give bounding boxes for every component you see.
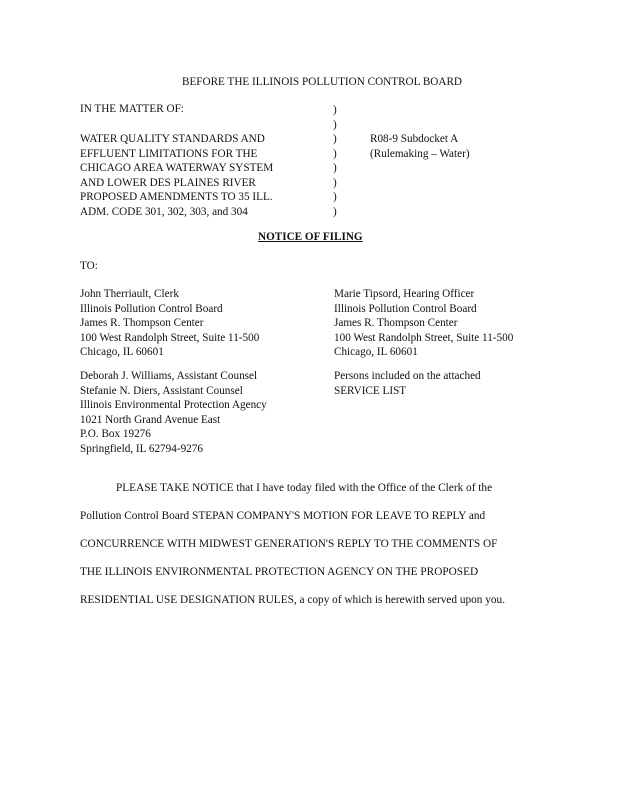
address-line: Springfield, IL 62794-9276	[80, 442, 203, 455]
address-line: SERVICE LIST	[334, 384, 407, 397]
body-line: PLEASE TAKE NOTICE that I have today filed with the Office of the Clerk of the	[116, 482, 493, 494]
paren-mark: )	[333, 191, 337, 203]
address-line: Chicago, IL 60601	[334, 346, 418, 358]
address-line: P.O. Box 19276	[80, 428, 151, 440]
rulemaking-label: (Rulemaking – Water)	[370, 147, 470, 160]
body-line: THE ILLINOIS ENVIRONMENTAL PROTECTION AGENCY ON THE PROPOSED	[80, 566, 479, 578]
paren-mark: )	[333, 133, 337, 145]
recipient-epa	[80, 369, 267, 456]
matter-line: AND LOWER DES PLAINES RIVER	[80, 176, 256, 189]
address-line: Marie Tipsord, Hearing Officer	[334, 288, 475, 300]
paren-mark: )	[333, 162, 337, 174]
notice-title: NOTICE OF FILING	[258, 231, 363, 243]
recipient-hearing-officer	[334, 287, 513, 360]
address-line: James R. Thompson Center	[80, 317, 204, 329]
paren-mark: )	[333, 205, 337, 218]
address-line: James R. Thompson Center	[334, 317, 458, 329]
body-line: Pollution Control Board STEPAN COMPANY'S MOTION FOR LEAVE TO REPLY and	[80, 510, 486, 522]
address-line: John Therriault, Clerk	[80, 288, 179, 300]
matter-description	[80, 132, 273, 219]
address-line: 1021 North Grand Avenue East	[80, 413, 221, 426]
address-line: 100 West Randolph Street, Suite 11-500	[80, 331, 260, 344]
address-line: Illinois Pollution Control Board	[334, 302, 477, 315]
matter-line: ADM. CODE 301, 302, 303, and 304	[80, 205, 248, 218]
caption-parens	[333, 103, 337, 219]
matter-line: WATER QUALITY STANDARDS AND	[80, 133, 265, 145]
address-line: Illinois Environmental Protection Agency	[80, 399, 267, 411]
address-line: Stefanie N. Diers, Assistant Counsel	[80, 384, 243, 397]
recipient-service-list	[334, 369, 481, 398]
to-label: TO:	[80, 260, 98, 272]
body-line: RESIDENTIAL USE DESIGNATION RULES, a copy of which is herewith served upon you.	[80, 594, 506, 606]
paren-mark: )	[333, 147, 337, 160]
docket-number: R08-9 Subdocket A	[370, 133, 459, 145]
body-line: CONCURRENCE WITH MIDWEST GENERATION'S REPLY TO THE COMMENTS OF	[80, 538, 498, 550]
matter-line: CHICAGO AREA WATERWAY SYSTEM	[80, 162, 274, 174]
in-the-matter-label: IN THE MATTER OF:	[80, 103, 184, 115]
address-line: 100 West Randolph Street, Suite 11-500	[334, 331, 514, 344]
address-line: Deborah J. Williams, Assistant Counsel	[80, 370, 258, 382]
paren-mark: )	[333, 104, 337, 116]
docket-info	[370, 132, 470, 161]
address-line: Chicago, IL 60601	[80, 346, 164, 358]
matter-line: EFFLUENT LIMITATIONS FOR THE	[80, 147, 258, 160]
board-title: BEFORE THE ILLINOIS POLLUTION CONTROL BOARD	[182, 76, 462, 88]
paren-mark: )	[333, 176, 337, 189]
address-line: Persons included on the attached	[334, 370, 481, 382]
recipient-clerk	[80, 287, 259, 360]
address-line: Illinois Pollution Control Board	[80, 302, 223, 315]
paren-mark: )	[333, 118, 337, 131]
matter-line: PROPOSED AMENDMENTS TO 35 ILL.	[80, 191, 273, 203]
